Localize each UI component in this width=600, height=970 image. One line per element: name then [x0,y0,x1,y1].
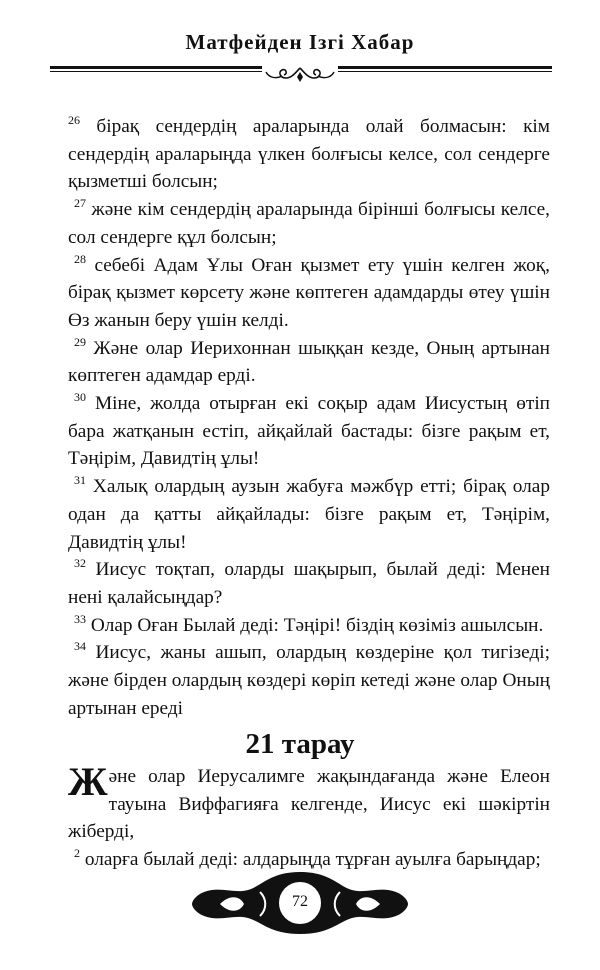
verse-number: 2 [74,846,80,861]
verse [68,556,550,611]
verse-number: 28 [74,251,86,266]
page-number: 72 [292,893,308,910]
chapter-heading: 21 тарау [245,728,355,760]
chapter-text [68,759,550,874]
verse-text: және кім сендердің араларында бірінші болғысы келсе, сол сендерге құл болсын; [68,199,550,248]
verse [68,335,550,390]
verse [68,639,550,722]
verse-number: 29 [74,334,86,349]
verse-text: Және олар Иерихоннан шыққан кезде, Оның артынан көптеген адамдар ерді. [68,337,550,387]
verse-number: 34 [74,639,86,654]
verse [68,612,550,640]
verse-number: 32 [74,556,86,571]
verse-number: 26 [68,113,80,127]
verse [68,473,550,556]
verse-number: 30 [74,390,86,405]
verse-text: әне олар Иерусалимге жақындағанда және Елеон тауына Виффагияға келгенде, Иисус екі шәкіртін жіберді, [68,766,550,843]
verse [68,390,550,473]
running-header: Матфейден Ізгі Хабар [185,30,415,54]
verse-text: Міне, жолда отырған екі соқыр адам Иисустың өтіп бара жатқанын естіп, айқайлай бастады: бізге рақым ет, Тәңірім, Давидтің ұлы! [68,393,550,470]
verse [68,252,550,335]
verse-text: себебі Адам Ұлы Оған қызмет ету үшін келген жоқ, бірақ қызмет көрсету және көптеген адамдарды өтеу үшін Өз жанын беру үшін келді. [68,254,550,331]
verse-number: 33 [74,611,86,626]
verse-text: Олар Оған Былай деді: Тәңірі! біздің көзіміз ашылсын. [86,614,544,636]
flourish-ornament-icon [262,64,338,86]
verse [68,759,550,846]
verse-text: Иисус, жаны ашып, олардың көздеріне қол тигізеді; және бірден олардың көздері көріп кетеді және олар Оның артынан ереді [68,642,550,719]
verse-number: 27 [74,196,86,211]
verse [68,196,550,251]
verse-text: бірақ сендердің араларында олай болмасын: кім сендердің араларыңда үлкен болғысы келсе, сол сендерге қызметші болсын; [68,116,550,193]
drop-cap: Ж [68,759,108,804]
verse [68,113,550,196]
verses-block [68,113,550,722]
verse-text: Иисус тоқтап, оларды шақырып, былай деді: Менен нені қалайсыңдар? [68,559,550,608]
verse-number: 31 [74,473,86,488]
verse-text: Халық олардың аузын жабуға мәжбүр етті; бірақ олар одан да қатты айқайлады: бізге рақым ет, Тәңірім, Давидтің ұлы! [68,476,550,553]
verse-text: оларға былай деді: алдарыңда тұрған ауылға барыңдар; [80,849,541,871]
